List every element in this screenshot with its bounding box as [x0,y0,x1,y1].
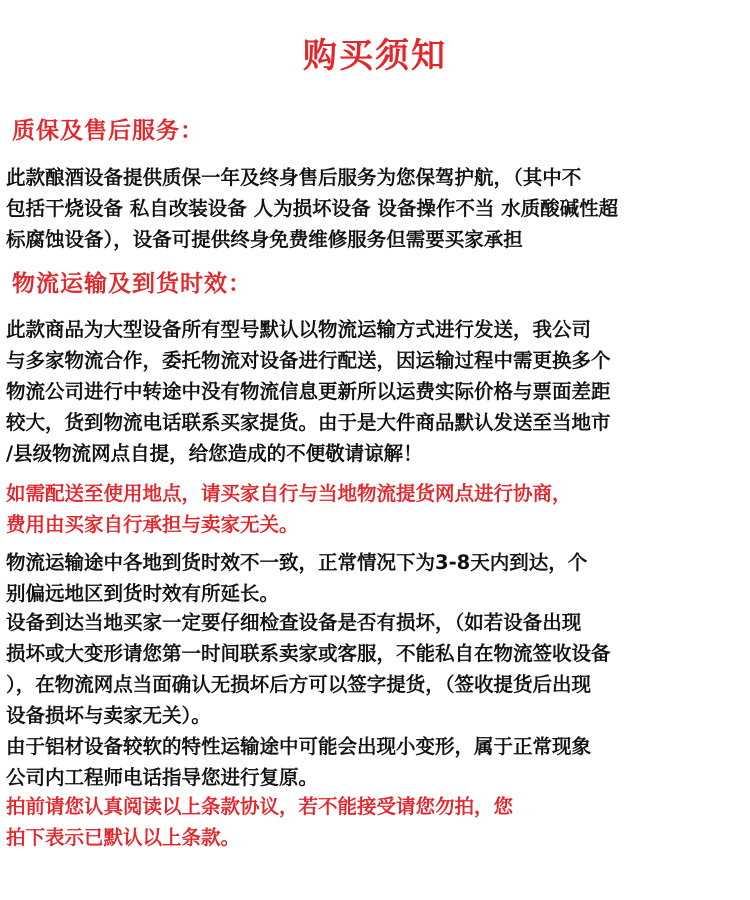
logistics-paragraph-3 [6,607,742,731]
logistics-paragraph-2 [6,547,742,609]
warranty-line: 标腐蚀设备），设备可提供终身免费维修服务但需要买家承担 [6,228,523,251]
logistics-line: ），在物流网点当面确认无损坏后方可以签字提货，（签收提货后出现 [6,673,592,696]
final-notice-line: 拍前请您认真阅读以上条款协议，若不能接受请您勿拍，您 [6,795,514,818]
logistics-line: /县级物流网点自提，给您造成的不便敬请谅解！ [6,442,423,465]
delivery-red-notice [6,478,742,540]
logistics-line: 此款商品为大型设备所有型号默认以物流运输方式进行发送，我公司 [6,318,592,341]
logistics-line: 别偏远地区到货时效有所延长。 [6,582,280,605]
warranty-line: 此款酿酒设备提供质保一年及终身售后服务为您保驾护航，（其中不 [6,166,582,189]
page-title: 购买须知 [303,36,447,76]
logistics-line: 设备损坏与卖家无关）。 [6,704,211,727]
warranty-heading: 质保及售后服务： [12,118,204,144]
logistics-line: 由于铝材设备较软的特性运输途中可能会出现小变形，属于正常现象 [6,735,592,758]
final-notice-line: 拍下表示已默认以上条款。 [6,826,241,849]
logistics-heading: 物流运输及到货时效： [12,271,252,297]
logistics-paragraph-1 [6,314,742,469]
logistics-line: 较大，货到物流电话联系买家提货。由于是大件商品默认发送至当地市 [6,411,611,434]
logistics-line: 物流运输途中各地到货时效不一致，正常情况下为3-8天内到达，个 [6,551,588,574]
final-red-notice [6,791,742,853]
logistics-line: 损坏或大变形请您第一时间联系卖家或客服，不能私自在物流签收设备 [6,642,611,665]
logistics-paragraph-4 [6,731,742,793]
warranty-line: 包括干烧设备 私自改装设备 人为损坏设备 设备操作不当 水质酸碱性超 [6,197,619,220]
logistics-line: 与多家物流合作，委托物流对设备进行配送，因运输过程中需更换多个 [6,349,611,372]
red-notice-line: 费用由买家自行承担与卖家无关。 [6,513,299,536]
logistics-line: 设备到达当地买家一定要仔细检查设备是否有损坏，（如若设备出现 [6,611,582,634]
logistics-line: 公司内工程师电话指导您进行复原。 [6,766,319,789]
warranty-paragraph [6,162,742,255]
logistics-line: 物流公司进行中转途中没有物流信息更新所以运费实际价格与票面差距 [6,380,611,403]
red-notice-line: 如需配送至使用地点，请买家自行与当地物流提货网点进行协商， [6,482,572,505]
